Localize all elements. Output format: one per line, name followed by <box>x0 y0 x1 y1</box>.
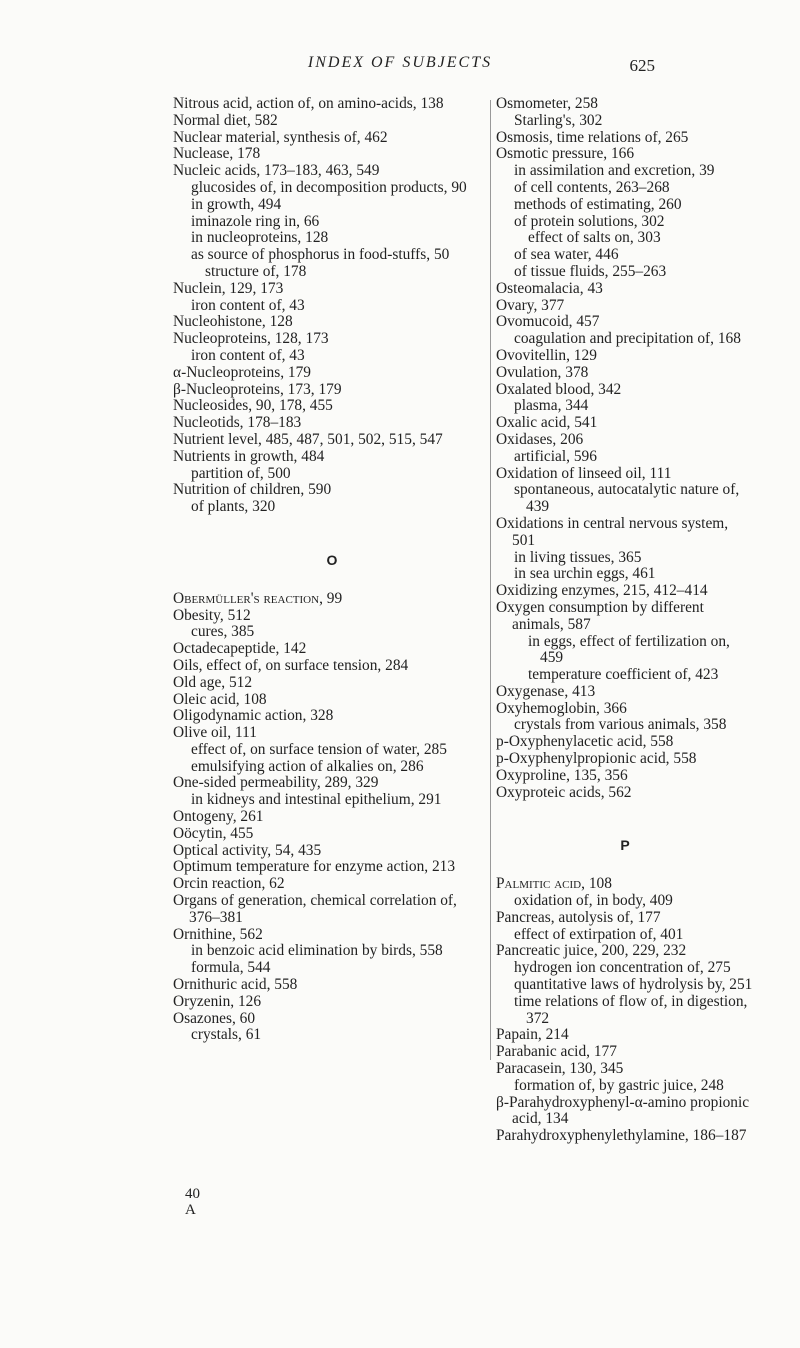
index-column-right <box>496 96 754 1145</box>
index-entry: Oxidases, 206 <box>496 430 584 448</box>
index-entry: Oryzenin, 126 <box>173 992 262 1010</box>
index-entry: methods of estimating, 260 <box>514 195 682 213</box>
signature-mark <box>185 1186 200 1218</box>
index-entry: crystals from various animals, 358 <box>514 716 727 734</box>
index-entry: effect of extirpation of, 401 <box>514 925 684 943</box>
index-entry: Oxalated blood, 342 <box>496 380 622 398</box>
index-entry: quantitative laws of hydrolysis by, 251 <box>514 976 753 994</box>
page-number: 625 <box>629 56 655 75</box>
index-entry: Organs of generation, chemical correlation of, 376–381 <box>173 892 457 926</box>
index-entry: emulsifying action of alkalies on, 286 <box>191 757 424 775</box>
index-entry: iminazole ring in, 66 <box>191 212 320 230</box>
index-entry: Ornithine, 562 <box>173 925 263 943</box>
index-entry: Pancreatic juice, 200, 229, 232 <box>496 942 687 960</box>
index-entry: effect of salts on, 303 <box>528 229 661 247</box>
index-entry: One-sided permeability, 289, 329 <box>173 774 379 792</box>
index-entry: β-Nucleoproteins, 173, 179 <box>173 380 342 398</box>
index-entry: Osmotic pressure, 166 <box>496 145 635 163</box>
index-entry: Osmosis, time relations of, 265 <box>496 128 689 146</box>
index-entry: plasma, 344 <box>514 397 589 415</box>
index-entry: partition of, 500 <box>191 464 291 482</box>
index-entry: Nucleoproteins, 128, 173 <box>173 330 329 348</box>
index-entry: Ornithuric acid, 558 <box>173 976 298 994</box>
index-entry: Osazones, 60 <box>173 1009 256 1027</box>
index-entry: in assimilation and excretion, 39 <box>514 162 715 180</box>
index-entry: Oleic acid, 108 <box>173 690 267 708</box>
index-entry: α-Nucleoproteins, 179 <box>173 363 311 381</box>
index-entry: of plants, 320 <box>191 498 276 516</box>
index-entry: Obesity, 512 <box>173 606 251 624</box>
index-entry: hydrogen ion concentration of, 275 <box>514 959 731 977</box>
index-entry: Obermüller's reaction, 99 <box>173 589 343 607</box>
index-entry: Pancreas, autolysis of, 177 <box>496 908 661 926</box>
index-entry: iron content of, 43 <box>191 296 305 314</box>
index-entry: Oxyproteic acids, 562 <box>496 783 632 801</box>
page-header <box>0 52 800 82</box>
index-entry: Oxyproline, 135, 356 <box>496 766 628 784</box>
index-entry: effect of, on surface tension of water, 285 <box>191 740 447 758</box>
index-entry: Oils, effect of, on surface tension, 284 <box>173 656 409 674</box>
index-entry: Parabanic acid, 177 <box>496 1043 617 1061</box>
section-letter: O <box>326 551 338 568</box>
column-divider <box>490 100 491 1060</box>
signature-number: 40 <box>185 1186 200 1202</box>
index-entry: Oöcytin, 455 <box>173 824 254 842</box>
index-entry: Oligodynamic action, 328 <box>173 707 334 725</box>
index-entry: iron content of, 43 <box>191 346 305 364</box>
index-entry: Nuclear material, synthesis of, 462 <box>173 128 388 146</box>
index-entry: spontaneous, autocatalytic nature of, 439 <box>514 481 740 516</box>
index-entry: Nutrients in growth, 484 <box>173 447 325 465</box>
index-entry: Nucleohistone, 128 <box>173 313 293 331</box>
index-entry: Optical activity, 54, 435 <box>173 841 322 859</box>
index-entry: of protein solutions, 302 <box>514 212 665 230</box>
index-entry: time relations of flow of, in digestion, 372 <box>514 992 748 1027</box>
index-entry: Papain, 214 <box>496 1026 569 1044</box>
index-entry: Oxidizing enzymes, 215, 412–414 <box>496 582 708 600</box>
index-entry: Oxyhemoglobin, 366 <box>496 699 627 717</box>
index-entry: Paracasein, 130, 345 <box>496 1060 624 1078</box>
index-entry: in living tissues, 365 <box>514 548 642 566</box>
index-entry: Nutrition of children, 590 <box>173 481 332 499</box>
index-entry: Osmometer, 258 <box>496 95 598 112</box>
index-entry: Optimum temperature for enzyme action, 213 <box>173 858 456 876</box>
index-entry: cures, 385 <box>191 623 255 641</box>
index-entry: Parahydroxyphenylethylamine, 186–187 <box>496 1127 747 1145</box>
index-entry: temperature coefficient of, 423 <box>528 666 719 684</box>
index-entry: Old age, 512 <box>173 673 253 691</box>
index-entry: Oxidations in central nervous system, 501 <box>496 514 729 549</box>
index-entry: Ovary, 377 <box>496 296 565 314</box>
index-entry: as source of phosphorus in food-stuffs, 50 <box>191 246 450 264</box>
running-head: INDEX OF SUBJECTS <box>307 54 493 71</box>
index-entry: p-Oxyphenylacetic acid, 558 <box>496 733 674 751</box>
index-entry: formula, 544 <box>191 959 271 977</box>
index-entry: of tissue fluids, 255–263 <box>514 262 667 280</box>
index-entry: structure of, 178 <box>205 262 307 280</box>
index-entry: Oxidation of linseed oil, 111 <box>496 464 672 482</box>
index-entry: of cell contents, 263–268 <box>514 178 670 196</box>
index-entry: Osteomalacia, 43 <box>496 279 603 297</box>
index-entry: β-Parahydroxyphenyl-α-amino propionic acid, 134 <box>496 1093 750 1128</box>
index-entry: Nuclease, 178 <box>173 145 261 163</box>
index-entry: Nutrient level, 485, 487, 501, 502, 515, 547 <box>173 430 443 448</box>
index-entry: coagulation and precipitation of, 168 <box>514 330 741 348</box>
index-entry: p-Oxyphenylpropionic acid, 558 <box>496 750 697 768</box>
index-entry: Palmitic acid, 108 <box>496 875 612 893</box>
index-entry: Nuclein, 129, 173 <box>173 279 284 297</box>
index-entry: of sea water, 446 <box>514 246 619 264</box>
index-entry: Oxygen consumption by different animals, 587 <box>496 598 704 633</box>
index-entry: Orcin reaction, 62 <box>173 875 285 893</box>
index-entry: in benzoic acid elimination by birds, 558 <box>191 942 443 960</box>
index-entry: Ovovitellin, 129 <box>496 346 597 364</box>
index-entry: in nucleoproteins, 128 <box>191 229 329 247</box>
index-entry: glucosides of, in decomposition products, 90 <box>191 178 467 196</box>
index-column-left <box>173 96 491 1044</box>
index-entry: Starling's, 302 <box>514 111 603 129</box>
index-entry: Normal diet, 582 <box>173 111 278 129</box>
index-entry: Ovomucoid, 457 <box>496 313 600 331</box>
index-entry: crystals, 61 <box>191 1026 262 1044</box>
index-entry: Octadecapeptide, 142 <box>173 640 307 658</box>
index-entry: in eggs, effect of fertilization on, 459 <box>528 632 730 667</box>
index-entry: Nucleotids, 178–183 <box>173 414 302 432</box>
index-entry: artificial, 596 <box>514 447 597 465</box>
section-letter: P <box>620 837 630 854</box>
index-entry: in kidneys and intestinal epithelium, 291 <box>191 791 442 809</box>
index-entry: Nucleosides, 90, 178, 455 <box>173 397 333 415</box>
index-entry: oxidation of, in body, 409 <box>514 892 673 910</box>
index-entry: Oxygenase, 413 <box>496 682 596 700</box>
index-entry: formation of, by gastric juice, 248 <box>514 1076 724 1094</box>
index-entry: in growth, 494 <box>191 195 282 213</box>
index-entry: in sea urchin eggs, 461 <box>514 565 656 583</box>
index-entry: Olive oil, 111 <box>173 724 257 742</box>
index-entry: Nitrous acid, action of, on amino-acids, 138 <box>173 95 444 112</box>
index-entry: Nucleic acids, 173–183, 463, 549 <box>173 162 380 180</box>
index-entry: Ovulation, 378 <box>496 363 589 381</box>
signature-letter: A <box>185 1202 196 1218</box>
index-entry: Oxalic acid, 541 <box>496 414 598 432</box>
index-entry: Ontogeny, 261 <box>173 808 264 826</box>
